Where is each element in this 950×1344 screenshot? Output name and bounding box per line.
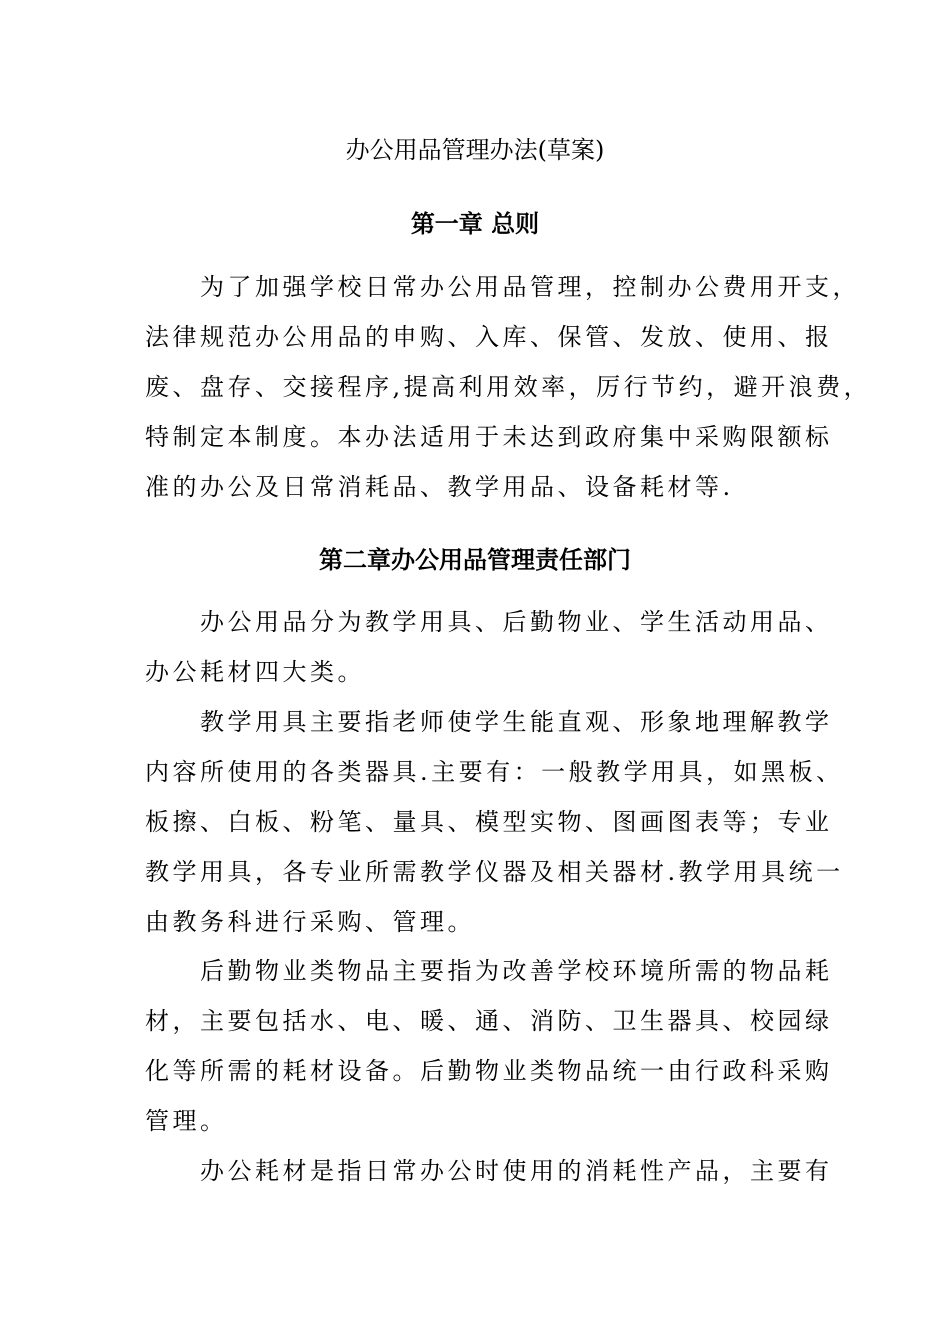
text-line: 内容所使用的各类器具.主要有：一般教学用具，如黑板、 xyxy=(145,758,844,786)
text-line: 教学用具主要指老师使学生能直观、形象地理解教学 xyxy=(145,708,833,736)
text-line: 管理。 xyxy=(145,1107,228,1135)
document-title: 办公用品管理办法(草案) xyxy=(345,136,605,164)
text-line: 特制定本制度。本办法适用于未达到政府集中采购限额标 xyxy=(145,423,833,451)
chapter-2-heading: 第二章办公用品管理责任部门 xyxy=(319,545,631,574)
chapter-2-paragraph-3 xyxy=(145,946,833,1146)
text-line: 办公耗材四大类。 xyxy=(145,658,365,686)
text-line: 废、盘存、交接程序,提高利用效率，厉行节约，避开浪费， xyxy=(145,373,872,401)
text-line: 办公用品分为教学用具、后勤物业、学生活动用品、 xyxy=(145,608,833,636)
text-line: 板擦、白板、粉笔、量具、模型实物、图画图表等；专业 xyxy=(145,808,833,836)
text-line: 教学用具，各专业所需教学仪器及相关器材.教学用具统一 xyxy=(145,858,844,886)
chapter-2-paragraph-1 xyxy=(145,597,833,697)
chapter-2-paragraph-4 xyxy=(145,1146,833,1196)
text-line: 材，主要包括水、电、暖、通、消防、卫生器具、校园绿 xyxy=(145,1007,833,1035)
text-line: 法律规范办公用品的申购、入库、保管、发放、使用、报 xyxy=(145,323,833,351)
chapter-2-paragraph-2 xyxy=(145,697,844,947)
text-line: 由教务科进行采购、管理。 xyxy=(145,908,475,936)
text-line: 准的办公及日常消耗品、教学用品、设备耗材等. xyxy=(145,473,734,501)
text-line: 为了加强学校日常办公用品管理，控制办公费用开支， xyxy=(145,273,860,301)
text-line: 后勤物业类物品主要指为改善学校环境所需的物品耗 xyxy=(145,957,833,985)
text-line: 办公耗材是指日常办公时使用的消耗性产品，主要有 xyxy=(145,1157,833,1185)
text-line: 化等所需的耗材设备。后勤物业类物品统一由行政科采购 xyxy=(145,1057,833,1085)
chapter-1-paragraph-1 xyxy=(145,262,871,512)
chapter-1-heading: 第一章 总则 xyxy=(410,209,540,238)
